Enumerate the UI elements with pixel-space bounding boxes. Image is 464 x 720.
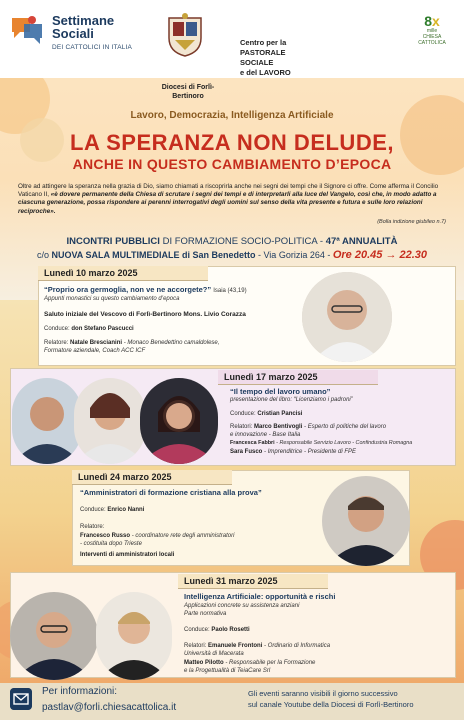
logo-subtitle: DEI CATTOLICI IN ITALIA bbox=[52, 44, 133, 51]
conduce-label: Conduce: bbox=[184, 627, 212, 633]
eight-sub: mille bbox=[426, 28, 438, 34]
intro-quote: «è dovere permanente della Chiesa di scrutare i segni dei tempi e di interpretarli alla luce del Vangelo, così che, in modo adatto a ciascuna generazione, possa rispondere ai perenni interrogativi degli uomini sul senso della vita presente e futura e sulle loro relazioni reciproche». bbox=[18, 191, 437, 215]
footer-note-line: sul canale Youtube della Diocesi di Forlì-Bertinoro bbox=[248, 700, 414, 709]
settimane-sociali-logo-icon bbox=[10, 14, 44, 46]
relatori-label: Relatori: bbox=[184, 643, 209, 649]
event-date: Lunedì 24 marzo 2025 bbox=[72, 470, 232, 485]
speaker-photo bbox=[302, 272, 392, 362]
relatore-name: Francesco Russo bbox=[80, 533, 131, 539]
footer-note bbox=[248, 688, 458, 710]
relatore-role: - Ordinario di Informatica bbox=[262, 643, 331, 649]
event-title: “Il tempo del lavoro umano” bbox=[230, 387, 331, 396]
relatore-name: Francesca Fabbri bbox=[230, 440, 275, 446]
relatore-role: - Responsabile per la Formazione bbox=[223, 660, 316, 666]
event-subtitle: presentazione del libro: “Licenziamo i padroni” bbox=[230, 397, 353, 403]
relatore-role: - Imprenditrice - Presidente di FPE bbox=[262, 449, 357, 455]
event-date: Lunedì 17 marzo 2025 bbox=[218, 370, 378, 385]
incontri-annualita: 47ª ANNUALITÀ bbox=[325, 236, 398, 247]
relatore-role-2: e la Progettualità di TeiaCare Srl bbox=[184, 668, 271, 674]
relatore-name: Matteo Pilotto bbox=[184, 660, 224, 666]
relatore-role-2: e innovazione - Base Italia bbox=[230, 432, 301, 438]
speaker-photo bbox=[96, 592, 172, 680]
relatore-label: Relatore: bbox=[80, 524, 105, 530]
event-title bbox=[44, 285, 247, 294]
conduce-name: Cristian Pancisi bbox=[257, 411, 303, 417]
speaker-photo bbox=[10, 592, 98, 680]
conduce-name: Enrico Nanni bbox=[107, 507, 145, 513]
conduce-name: don Stefano Pascucci bbox=[71, 326, 134, 332]
event-title: “Amministratori di formazione cristiana alla prova” bbox=[80, 488, 262, 497]
conduce-label: Conduce: bbox=[44, 326, 72, 332]
event-greeting: Saluto iniziale del Vescovo di Forlì-Bertinoro Mons. Livio Corazza bbox=[44, 311, 246, 318]
incontri-line bbox=[0, 236, 464, 247]
event-title-ref: Isaia (43,19) bbox=[213, 288, 247, 294]
event-relatore bbox=[230, 440, 412, 448]
speaker-photo bbox=[322, 476, 410, 566]
relatore-name: Marco Bentivogli bbox=[254, 424, 303, 430]
event-relatore bbox=[80, 533, 234, 541]
info-email-link[interactable]: pastlav@forli.chiesacattolica.it bbox=[42, 702, 177, 713]
title-line-1: LA SPERANZA NON DELUDE, bbox=[70, 130, 394, 155]
event-relatore bbox=[230, 449, 356, 457]
kicker: Lavoro, Democrazia, Intelligenza Artificiale bbox=[130, 110, 334, 121]
event-relatore-role-2: Formatore aziendale, Coach ACC ICF bbox=[44, 348, 146, 354]
eight-x: x bbox=[432, 13, 440, 29]
relatore-role: - Monaco Benedettino camaldolese, bbox=[122, 340, 220, 346]
event-relatore bbox=[230, 424, 386, 432]
venue-address: - Via Gorizia 264 - bbox=[255, 250, 333, 260]
incontri-bold: INCONTRI PUBBLICI bbox=[66, 236, 160, 247]
event-subtitle: Parte normativa bbox=[184, 611, 227, 617]
diocese-crest-icon bbox=[165, 12, 205, 58]
event-relatore bbox=[184, 643, 330, 651]
relatore-name: Sara Fusco bbox=[230, 449, 263, 455]
venue-prefix: c/o bbox=[36, 250, 52, 260]
centro-line: PASTORALE bbox=[240, 48, 286, 57]
intro-paragraph bbox=[18, 183, 446, 216]
intro-text: Oltre ad attingere la speranza nella grazia di Dio, siamo chiamati a riscoprirla anche nei segni dei tempi che il Signore ci offre. Come afferma il Concilio Vaticano II, bbox=[18, 183, 439, 199]
speaker-photo bbox=[140, 378, 218, 464]
event-conduce bbox=[230, 411, 302, 419]
event-subtitle: Applicazioni concrete su assistenza anziani bbox=[184, 603, 300, 609]
speaker-photo bbox=[74, 378, 146, 464]
centro-line: e del LAVORO bbox=[240, 68, 291, 77]
logo-title: Settimane Sociali bbox=[52, 13, 115, 41]
relatore-name: Natale Brescianini bbox=[70, 340, 123, 346]
relatori-label: Relatori: bbox=[230, 424, 255, 430]
relatore-name: Emanuele Frontoni bbox=[208, 643, 263, 649]
diocese-label: Diocesi di Forlì-Bertinoro bbox=[161, 84, 215, 100]
title-line-2: ANCHE IN QUESTO CAMBIAMENTO D’EPOCA bbox=[72, 156, 392, 172]
event-date: Lunedì 10 marzo 2025 bbox=[38, 266, 208, 281]
event-relatore bbox=[184, 660, 315, 668]
venue-place: NUOVA SALA MULTIMEDIALE di San Benedetto bbox=[51, 250, 256, 260]
intro-citation: (Bolla indizione giubileo n.7) bbox=[377, 219, 446, 225]
relatore-role-2: Università di Macerata bbox=[184, 651, 244, 657]
conduce-label: Conduce: bbox=[80, 507, 108, 513]
event-date: Lunedì 31 marzo 2025 bbox=[178, 574, 328, 589]
speaker-photo bbox=[12, 378, 82, 464]
event-subtitle: Appunti monastici su questo cambiamento d’epoca bbox=[44, 296, 180, 302]
centro-line: SOCIALE bbox=[240, 58, 274, 67]
relatore-label: Relatore: bbox=[44, 340, 71, 346]
event-conduce bbox=[184, 627, 250, 635]
relatore-role-2: - costituita dopo Trieste bbox=[80, 541, 142, 547]
event-title-text: “Proprio ora germoglia, non ve ne accorgete?” bbox=[44, 285, 212, 294]
centro-pastorale-label bbox=[240, 38, 291, 78]
otto-per-mille-logo bbox=[414, 14, 450, 46]
event-relatore bbox=[44, 340, 219, 348]
mail-icon bbox=[10, 688, 32, 710]
eight-sub: CHIESA CATTOLICA bbox=[418, 34, 446, 46]
conduce-name: Paolo Rosetti bbox=[211, 627, 250, 633]
venue-time: Ore 20.45 → 22.30 bbox=[332, 249, 428, 261]
conduce-label: Conduce: bbox=[230, 411, 258, 417]
eight-digit: 8 bbox=[424, 13, 432, 29]
info-label: Per informazioni: bbox=[42, 686, 118, 697]
incontri-rest: DI FORMAZIONE SOCIO-POLITICA - bbox=[159, 236, 326, 247]
relatore-role: - Responsabile Servizio Lavoro - Confindustria Romagna bbox=[274, 440, 413, 446]
event-title: Intelligenza Artificiale: opportunità e rischi bbox=[184, 592, 336, 601]
relatore-role: - coordinatore rete degli amministratori bbox=[130, 533, 235, 539]
event-conduce bbox=[44, 326, 134, 334]
centro-line: Centro per la bbox=[240, 38, 287, 47]
event-extra: Interventi di amministratori locali bbox=[80, 552, 175, 558]
venue-line bbox=[0, 249, 464, 261]
relatore-role: - Esperto di politiche del lavoro bbox=[302, 424, 387, 430]
event-conduce bbox=[80, 507, 144, 515]
footer-note-line: Gli eventi saranno visibili il giorno successivo bbox=[248, 689, 398, 698]
